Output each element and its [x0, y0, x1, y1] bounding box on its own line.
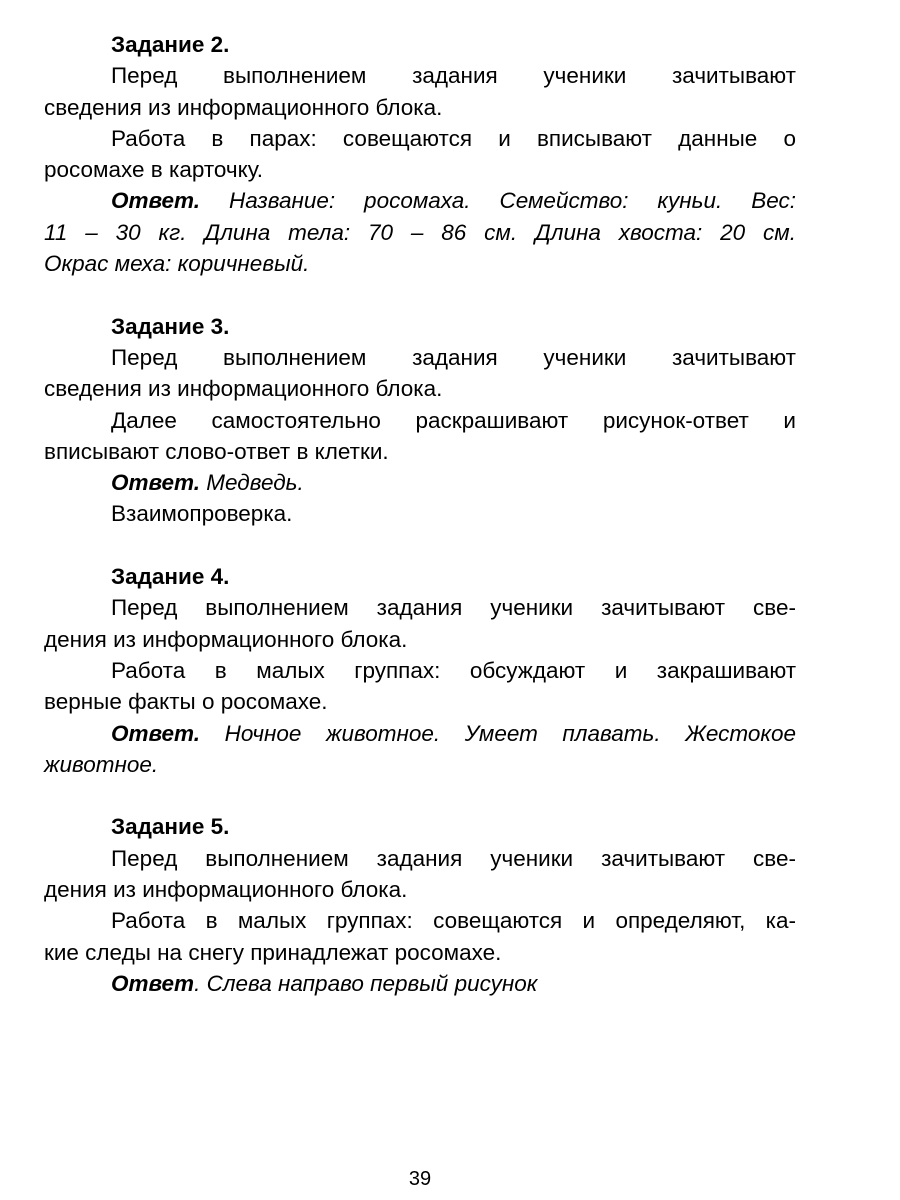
text-line: кие следы на снегу принадлежат росомахе. [44, 939, 502, 965]
page-number: 39 [408, 1168, 432, 1190]
text-line: Работа в малых группах: обсуждают и закрашивают [111, 657, 796, 683]
text-line: Взаимопроверка. [111, 501, 293, 527]
answer-paragraph [44, 185, 796, 279]
task-section [44, 29, 796, 279]
task-title: Задание 2. [111, 32, 230, 57]
text-line: дения из информационного блока. [44, 626, 408, 652]
task-title: Задание 4. [111, 564, 230, 590]
task-section [44, 311, 796, 530]
answer-label: Ответ. [111, 470, 201, 496]
text-line [44, 968, 796, 999]
task-title: Задание 3. [111, 313, 230, 339]
text-line: животное. [44, 751, 159, 777]
paragraph [44, 123, 796, 186]
text-line: росомахе в карточку. [44, 157, 264, 183]
answer-paragraph [44, 718, 796, 781]
task-section [44, 561, 796, 780]
answer-text: Ночное животное. Умеет плавать. Жестокое [200, 720, 796, 746]
text-line: Перед выполнением задания ученики зачитывают све- [111, 845, 796, 871]
text-line: Перед выполнением задания ученики зачитывают све- [111, 595, 796, 621]
text-line: сведения из информационного блока. [44, 94, 443, 120]
text-line: вписывают слово-ответ в клетки. [44, 438, 389, 464]
paragraph [44, 655, 796, 718]
text-line [44, 185, 796, 216]
answer-label: Ответ. [111, 720, 201, 746]
text-line: сведения из информационного блока. [44, 376, 443, 402]
paragraph [44, 498, 796, 529]
text-line: 11 – 30 кг. Длина тела: 70 – 86 см. Длина хвоста: 20 см. [44, 219, 796, 245]
answer-label: Ответ. [111, 188, 201, 214]
section-spacer [44, 279, 796, 310]
section-spacer [44, 780, 796, 811]
text-line: Работа в парах: совещаются и вписывают данные о [111, 125, 796, 151]
answer-text: . Слева направо первый рисунок [194, 970, 538, 996]
task-title: Задание 5. [111, 814, 230, 840]
paragraph [44, 843, 796, 906]
page-content [44, 29, 796, 999]
answer-text: Название: росомаха. Семейство: куньи. Вес: [200, 188, 796, 214]
task-section [44, 811, 796, 999]
answer-paragraph [44, 968, 796, 999]
text-line [44, 467, 796, 498]
paragraph [44, 592, 796, 655]
text-line: верные факты о росомахе. [44, 689, 328, 715]
paragraph [44, 342, 796, 405]
text-line: Перед выполнением задания ученики зачитывают [111, 344, 796, 370]
text-line: Окрас меха: коричневый. [44, 251, 310, 277]
paragraph [44, 905, 796, 968]
answer-paragraph [44, 467, 796, 498]
paragraph [44, 405, 796, 468]
text-line: Перед выполнением задания ученики зачитывают [111, 63, 796, 89]
text-line: Далее самостоятельно раскрашивают рисунок-ответ и [111, 407, 796, 433]
answer-label: Ответ [111, 970, 195, 996]
text-line: дения из информационного блока. [44, 877, 408, 903]
answer-text: Медведь. [200, 470, 304, 496]
paragraph [44, 60, 796, 123]
text-line [44, 718, 796, 749]
section-spacer [44, 530, 796, 561]
text-line: Работа в малых группах: совещаются и определяют, ка- [111, 908, 796, 934]
